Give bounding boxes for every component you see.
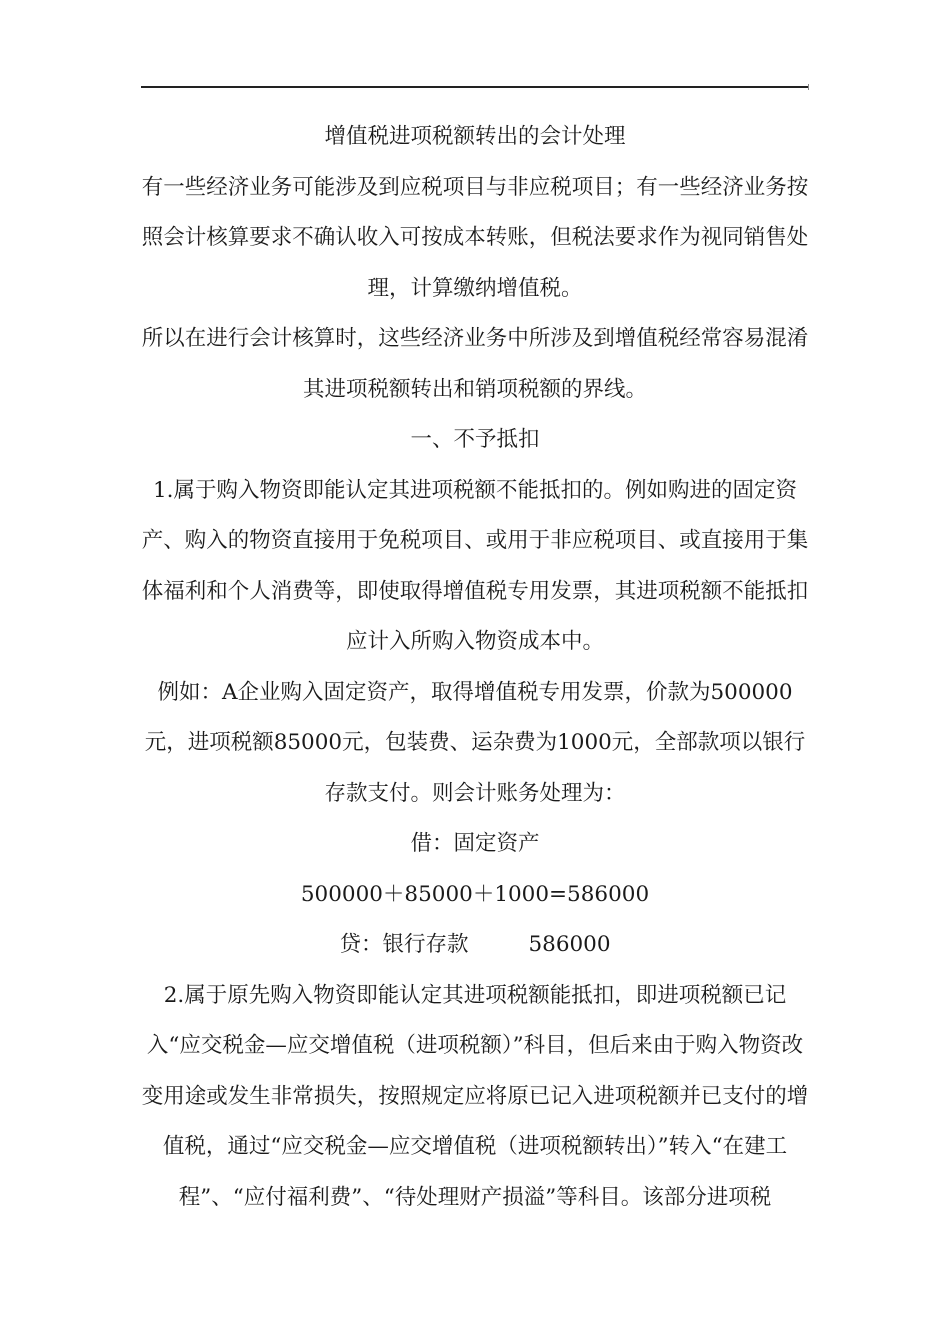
journal-entry-debit: 借：固定资产 [410,831,540,856]
paragraph-intro-1: 有一些经济业务可能涉及到应税项目与非应税项目；有一些经济业务按照会计核算要求不确认收入可按成本转账，但税法要求作为视同销售处理，计算缴纳增值税。 [141,174,809,301]
document-title: 增值税进项税额转出的会计处理 [324,124,626,149]
document-body [141,112,809,1223]
journal-entry-credit-amount: 586000 [528,932,611,957]
header-rule [141,86,809,88]
journal-entry-calculation: 500000＋85000＋1000=586000 [300,881,650,907]
section-heading-1: 一、不予抵扣 [410,427,540,452]
journal-entry-credit [141,920,809,971]
paragraph-item-1: 1.属于购入物资即能认定其进项税额不能抵扣的。例如购进的固定资产、购入的物资直接用于免税项目、或用于非应税项目、或直接用于集体福利和个人消费等，即使取得增值税专用发票，其进项税额不能抵扣应计入所购入物资成本中。 [141,477,809,654]
paragraph-item-2: 2.属于原先购入物资即能认定其进项税额能抵扣，即进项税额已记入“应交税金—应交增值税（进项税额）”科目，但后来由于购入物资改变用途或发生非常损失，按照规定应将原已记入进项税额并已支付的增值税，通过“应交税金—应交增值税（进项税额转出）”转入“在建工程”、“应付福利费”、“待处理财产损溢”等科目。该部分进项税 [141,982,809,1210]
paragraph-intro-2: 所以在进行会计核算时，这些经济业务中所涉及到增值税经常容易混淆其进项税额转出和销项税额的界线。 [141,326,809,402]
journal-entry-credit-label: 贷：银行存款 [339,932,469,957]
paragraph-example-1: 例如：A企业购入固定资产，取得增值税专用发票，价款为500000元，进项税额85000元，包装费、运杂费为1000元，全部款项以银行存款支付。则会计账务处理为： [144,679,806,806]
header-rule-tick [808,84,809,90]
